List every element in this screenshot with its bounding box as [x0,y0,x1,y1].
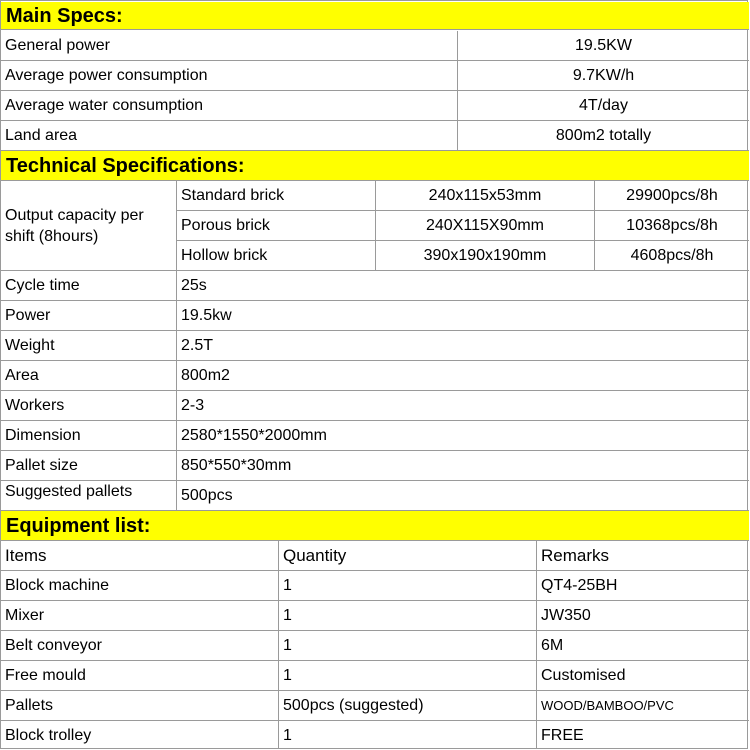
column-header-remarks: Remarks [537,541,749,571]
equipment-item: Pallets [1,691,279,721]
brick-size: 240X115X90mm [376,211,595,241]
equipment-item: Block trolley [1,721,279,749]
table-row [1,661,749,691]
tech-spec-label: Dimension [1,421,177,451]
tech-spec-row [1,271,749,301]
tech-spec-value: 500pcs [177,481,749,511]
table-row [1,721,749,749]
tech-spec-row [1,301,749,331]
equipment-remark: FREE [541,727,584,744]
equipment-remark: JW350 [537,601,749,631]
main-spec-label: Land area [1,121,458,151]
tech-spec-label: Weight [1,331,177,361]
tech-spec-label: Pallet size [1,451,177,481]
tech-spec-label: Workers [1,391,177,421]
equipment-remark: WOOD/BAMBOO/PVC [537,691,749,721]
equipment-heading: Equipment list: [1,511,749,541]
tech-spec-label: Power [1,301,177,331]
tech-specs-heading: Technical Specifications: [1,151,749,181]
tech-spec-row [1,391,749,421]
main-spec-value: 9.7KW/h [458,61,749,91]
tech-spec-row [1,331,749,361]
equipment-item: Block machine [1,571,279,601]
brick-type: Porous brick [177,211,376,241]
brick-type: Hollow brick [177,241,376,271]
main-spec-row [1,61,749,91]
brick-rate: 4608pcs/8h [595,241,749,271]
tech-spec-value: 19.5kw [177,301,749,331]
equipment-item: Belt conveyor [1,631,279,661]
brick-size: 390x190x190mm [376,241,595,271]
tech-spec-row [1,361,749,391]
column-header-quantity: Quantity [279,541,537,571]
main-spec-label: General power [1,31,458,61]
output-capacity-block [1,181,749,271]
equipment-remark: QT4-25BH [537,571,749,601]
main-specs-heading: Main Specs: [1,2,749,30]
tech-spec-label: Suggested pallets [1,481,177,511]
tech-spec-value: 800m2 [177,361,749,391]
table-row [1,631,749,661]
equipment-remark: 6M [537,631,749,661]
main-spec-row [1,91,749,121]
tech-spec-row [1,481,749,511]
brick-rate: 29900pcs/8h [595,181,749,211]
brick-size: 240x115x53mm [376,181,595,211]
main-spec-row [1,121,749,151]
table-row [1,571,749,601]
brick-rate: 10368pcs/8h [595,211,749,241]
tech-spec-row [1,451,749,481]
equipment-quantity: 1 [279,631,537,661]
equipment-quantity: 500pcs (suggested) [279,691,537,721]
tech-spec-label: Area [1,361,177,391]
main-spec-row [1,31,749,61]
main-spec-label: Average water consumption [1,91,458,121]
table-row [1,601,749,631]
equipment-item: Free mould [1,661,279,691]
column-header-items: Items [1,541,279,571]
main-spec-value: 4T/day [458,91,749,121]
tech-spec-value: 2-3 [177,391,749,421]
equipment-quantity: 1 [279,571,537,601]
table-row [1,691,749,721]
tech-spec-value: 25s [177,271,749,301]
output-capacity-label: Output capacity per shift (8hours) [1,181,177,271]
equipment-quantity: 1 [279,721,537,749]
main-spec-value: 19.5KW [458,31,749,61]
tech-spec-label: Cycle time [1,271,177,301]
equipment-quantity: 1 [279,601,537,631]
brick-type: Standard brick [177,181,376,211]
equipment-item: Mixer [1,601,279,631]
main-spec-label: Average power consumption [1,61,458,91]
tech-spec-row [1,421,749,451]
tech-spec-value: 2.5T [177,331,749,361]
tech-spec-value: 2580*1550*2000mm [177,421,749,451]
tech-spec-value: 850*550*30mm [177,451,749,481]
main-spec-value: 800m2 totally [458,121,749,151]
equipment-remark: Customised [537,661,749,691]
equipment-quantity: 1 [279,661,537,691]
equipment-header-row [1,541,749,571]
